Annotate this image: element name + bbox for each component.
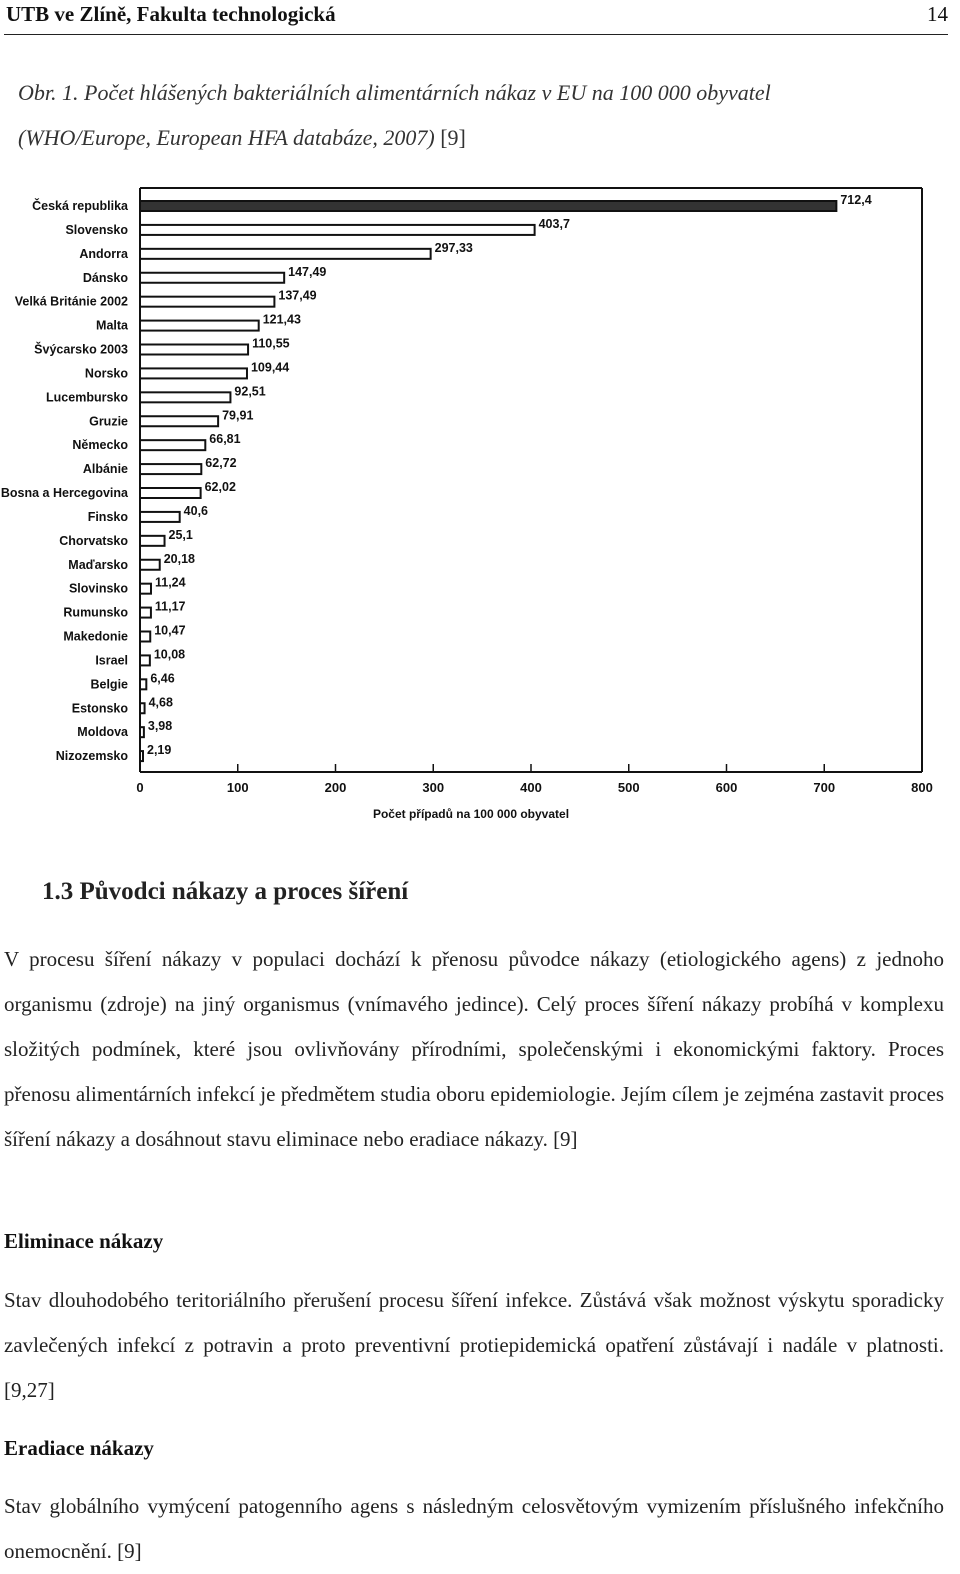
chart-value-label: 10,08 [153, 647, 186, 662]
chart-bar [140, 751, 143, 761]
chart-category-label: Nizozemsko [55, 749, 128, 764]
chart-x-tick-label: 300 [422, 780, 445, 795]
chart-value-label: 62,02 [204, 480, 236, 494]
chart-value-label: 11,17 [154, 599, 186, 614]
chart-category-label: Finsko [87, 509, 128, 524]
chart-bar [140, 655, 150, 665]
chart-bar [140, 273, 284, 283]
chart-bar [140, 632, 150, 642]
chart-bar [140, 560, 160, 570]
chart-category-label: Lucembursko [46, 390, 128, 405]
chart-x-tick-label: 500 [617, 780, 640, 795]
chart-category-label: Maďarsko [68, 557, 128, 572]
chart-value-label: 92,51 [234, 384, 266, 399]
chart-category-label: Israel [95, 653, 128, 668]
chart-bar [140, 488, 201, 498]
elimination-paragraph: Stav dlouhodobého teritoriálního přerušení procesu šíření infekce. Zůstává však možnost výskytu sporadicky zavlečených infekcí z potravin a proto preventivní protiepidemická opatření zůstávají i nadále v platnosti. [9,27] [4, 1288, 944, 1402]
chart-value-label: 6,46 [150, 671, 175, 686]
chart-category-label: Slovensko [65, 222, 128, 237]
chart-bar [140, 345, 248, 355]
bar-chart [0, 180, 960, 830]
chart-bar [140, 321, 259, 331]
chart-value-label: 79,91 [222, 408, 254, 423]
chart-bar [140, 201, 836, 211]
chart-value-label: 109,44 [250, 360, 290, 375]
caption-line-2 [18, 115, 938, 160]
running-header [4, 0, 948, 35]
chart-x-tick-label: 800 [911, 780, 933, 795]
caption-source: (WHO/Europe, European HFA databáze, 2007) [18, 125, 435, 150]
chart-category-label: Slovinsko [68, 581, 128, 596]
chart-x-tick-label: 200 [324, 780, 347, 795]
chart-value-label: 110,55 [252, 336, 290, 351]
chart-bar [140, 727, 144, 737]
chart-category-label: Malta [96, 318, 128, 333]
chart-bar [140, 703, 145, 713]
section-title: 1.3 Původci nákazy a proces šíření [42, 878, 409, 905]
chart-bar [140, 392, 230, 402]
chart-value-label: 10,47 [154, 623, 186, 638]
chart-x-tick-label: 0 [136, 780, 144, 795]
header-institution: UTB ve Zlíně, Fakulta technologická [6, 2, 336, 26]
chart-bar [140, 440, 205, 450]
chart-value-label: 3,98 [147, 719, 173, 734]
chart-category-label: Švýcarsko 2003 [34, 342, 128, 357]
chart-x-tick-label: 100 [226, 780, 249, 795]
chart-category-label: Gruzie [89, 414, 128, 429]
chart-bar [140, 512, 180, 522]
chart-value-label: 121,43 [262, 312, 301, 327]
chart-category-label: Německo [72, 438, 128, 453]
chart-category-label: Bosna a Hercegovina [0, 486, 128, 500]
chart-category-label: Estonsko [71, 701, 128, 716]
chart-value-label: 40,6 [183, 503, 209, 518]
eradication-paragraph: Stav globálního vymýcení patogenního agens s následným celosvětovým vymizením příslušného infekčního onemocnění. [9] [4, 1494, 944, 1563]
chart-value-label: 4,68 [148, 695, 173, 710]
elimination-heading: Eliminace nákazy [4, 1229, 164, 1253]
chart-category-label: Chorvatsko [59, 533, 128, 548]
chart-category-label: Velká Británie 2002 [14, 294, 128, 309]
chart-value-label: 66,81 [209, 432, 241, 447]
chart-bar [140, 608, 151, 618]
chart-x-axis-title: Počet případů na 100 000 obyvatel [372, 807, 570, 821]
chart-category-label: Česká republika [32, 199, 128, 213]
page-number: 14 [927, 2, 948, 26]
figure-caption [18, 70, 938, 160]
chart-category-label: Andorra [79, 246, 128, 261]
caption-reference: [9] [440, 125, 466, 150]
chart-value-label: 403,7 [538, 216, 570, 231]
chart-value-label: 20,18 [163, 551, 196, 566]
chart-bar [140, 584, 151, 594]
chart-x-tick-label: 600 [715, 780, 738, 795]
chart-category-label: Dánsko [82, 270, 128, 285]
chart-value-label: 712,4 [840, 193, 872, 207]
chart-value-label: 147,49 [288, 264, 327, 279]
chart-bar [140, 225, 535, 235]
chart-bar [140, 368, 247, 378]
chart-bar [140, 249, 431, 259]
chart-value-label: 297,33 [434, 240, 473, 255]
chart-category-label: Moldova [77, 725, 128, 740]
chart-bar [140, 297, 274, 307]
eradication-heading: Eradiace nákazy [4, 1436, 154, 1460]
chart-category-label: Norsko [84, 366, 128, 381]
chart-value-label: 11,24 [154, 575, 186, 590]
chart-value-label: 25,1 [168, 527, 193, 542]
chart-category-label: Albánie [82, 462, 128, 477]
chart-bar [140, 679, 146, 689]
caption-line-1: Obr. 1. Počet hlášených bakteriálních alimentárních nákaz v EU na 100 000 obyvatel [18, 80, 771, 105]
chart-bar [140, 416, 218, 426]
chart-value-label: 137,49 [278, 288, 317, 303]
chart-bar [140, 464, 201, 474]
section-paragraph: V procesu šíření nákazy v populaci dochází k přenosu původce nákazy (etiologického agens) z jednoho organismu (zdroje) na jiný organismus (vnímavého jedince). Celý proces šíření nákazy probíhá v komplexu složitých podmínek, které jsou ovlivňovány přírodními, společenskými i ekonomickými faktory. Proces přenosu alimentárních infekcí je předmětem studia oboru epidemiologie. Jejím cílem je zejména zastavit proces šíření nákazy a dosáhnout stavu eliminace nebo eradiace nákazy. [9] [4, 947, 944, 1151]
chart-category-label: Rumunsko [63, 605, 128, 620]
chart-x-tick-label: 700 [813, 780, 836, 795]
chart-x-tick-label: 400 [520, 780, 542, 795]
chart-category-label: Belgie [90, 677, 128, 692]
chart-value-label: 62,72 [205, 456, 237, 471]
chart-bar [140, 536, 165, 546]
chart-category-label: Makedonie [63, 629, 128, 644]
chart-value-label: 2,19 [147, 743, 172, 758]
